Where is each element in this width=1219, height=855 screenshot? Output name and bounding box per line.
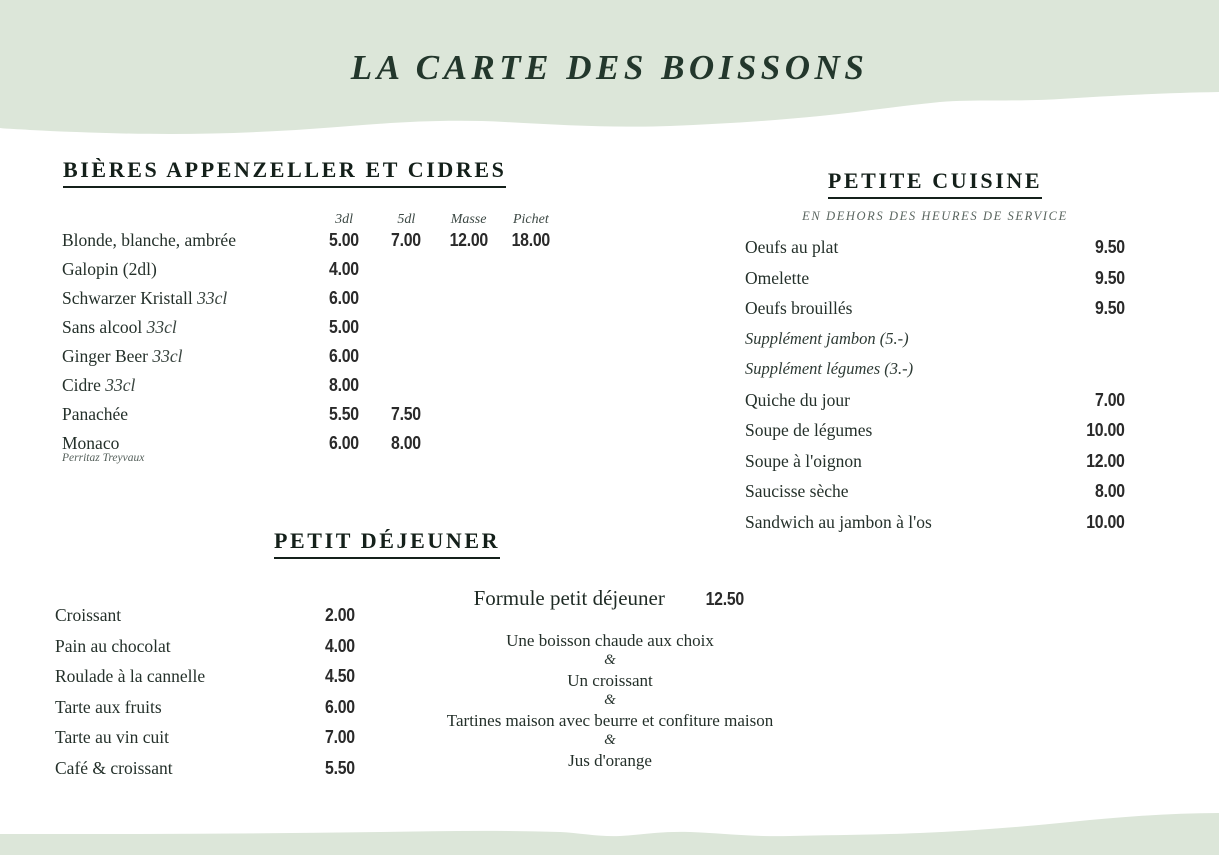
cuisine-item-price: 12.00	[1086, 450, 1125, 471]
cuisine-item-name: Sandwich au jambon à l'os	[745, 511, 932, 532]
section-heading-petite-cuisine: PETITE CUISINE	[828, 168, 1042, 199]
list-item	[745, 359, 1125, 390]
beer-name: Blonde, blanche, ambrée	[62, 230, 236, 250]
cuisine-item-list	[745, 237, 1125, 542]
formule-separator: &	[604, 652, 616, 668]
formule-price: 12.50	[705, 589, 744, 609]
beer-col-5dl: 5dl	[397, 212, 416, 227]
cuisine-item-price: 9.50	[1095, 237, 1125, 257]
formule-separator: &	[604, 732, 616, 748]
cuisine-item-name: Omelette	[745, 267, 810, 288]
beer-price-masse	[437, 259, 499, 288]
cuisine-item-price: 8.00	[1095, 481, 1125, 501]
beer-name-cell	[62, 230, 313, 259]
breakfast-item-price: 7.00	[325, 727, 355, 748]
table-row	[62, 317, 562, 346]
breakfast-item-name: Croissant	[55, 605, 122, 625]
cuisine-item-name: Oeufs au plat	[745, 237, 839, 257]
beer-price-3dl: 4.00	[329, 259, 360, 279]
breakfast-item-name: Tarte au vin cuit	[55, 727, 169, 748]
beer-price-pichet	[500, 259, 562, 288]
formule-separator: &	[604, 692, 616, 708]
beer-price-masse	[437, 288, 499, 317]
beer-price-5dl	[375, 317, 437, 346]
beer-price-3dl: 6.00	[329, 288, 360, 308]
table-row	[62, 346, 562, 375]
list-item	[745, 390, 1125, 421]
cuisine-item-name: Quiche du jour	[745, 389, 850, 410]
list-item	[745, 420, 1125, 451]
breakfast-item-price: 2.00	[325, 605, 355, 625]
beer-volume: 33cl	[105, 375, 136, 395]
formule-line: Tartines maison avec beurre et confiture maison	[446, 711, 774, 730]
breakfast-heading-wrap	[274, 528, 500, 559]
beer-price-masse: 12.00	[449, 230, 488, 250]
beer-price-5dl: 7.50	[391, 404, 422, 424]
beer-col-pichet: Pichet	[512, 212, 549, 227]
beer-price-pichet	[500, 404, 562, 433]
breakfast-item-name: Roulade à la cannelle	[55, 666, 206, 687]
beer-price-5dl	[375, 259, 437, 288]
breakfast-item-price: 6.00	[325, 696, 355, 717]
cuisine-item-price: 7.00	[1095, 389, 1125, 410]
beer-price-masse	[437, 433, 499, 465]
beer-name: Galopin (2dl)	[62, 259, 157, 279]
beer-price-3dl: 5.00	[329, 230, 360, 250]
cuisine-item-name: Soupe à l'oignon	[745, 450, 862, 471]
beer-price-3dl: 8.00	[329, 375, 360, 395]
list-item	[745, 512, 1125, 543]
beer-name-cell	[62, 346, 313, 375]
table-row	[62, 375, 562, 404]
beer-price-3dl: 6.00	[329, 433, 360, 453]
page-title: LA CARTE DES BOISSONS	[350, 48, 869, 87]
beer-table-header-row	[62, 212, 562, 230]
beer-volume: 33cl	[152, 346, 183, 366]
cuisine-item-price: 9.50	[1095, 298, 1125, 318]
beer-name: Schwarzer Kristall	[62, 288, 198, 308]
section-heading-petit-dejeuner: PETIT DÉJEUNER	[274, 528, 500, 559]
beer-name-cell	[62, 433, 313, 465]
beer-name: Ginger Beer	[62, 346, 153, 366]
beer-name-cell	[62, 375, 313, 404]
section-formule-petit-dejeuner	[395, 586, 825, 772]
formule-line: Une boisson chaude aux choix	[506, 631, 714, 650]
cuisine-item-name: Soupe de légumes	[745, 420, 873, 440]
table-row	[62, 404, 562, 433]
breakfast-item-name: Tarte aux fruits	[55, 696, 162, 717]
beer-name: Monaco	[62, 433, 120, 453]
formule-contents	[395, 629, 825, 772]
cuisine-subheading-wrap	[745, 207, 1125, 225]
beer-price-masse	[437, 317, 499, 346]
list-item	[745, 268, 1125, 299]
beer-price-pichet	[500, 375, 562, 404]
cuisine-item-price	[1065, 361, 1125, 379]
section-bieres	[62, 157, 622, 465]
beer-price-masse	[437, 346, 499, 375]
cuisine-heading-wrap	[745, 168, 1125, 199]
cuisine-item-price: 9.50	[1095, 267, 1125, 288]
beer-price-masse	[437, 375, 499, 404]
beer-price-pichet: 18.00	[511, 230, 551, 250]
beer-price-table	[62, 212, 562, 465]
beer-name-cell	[62, 288, 313, 317]
formule-header	[395, 586, 825, 611]
beer-price-3dl: 6.00	[329, 346, 360, 366]
table-row	[62, 433, 562, 465]
beer-price-pichet	[500, 317, 562, 346]
beer-name: Panachée	[62, 404, 129, 424]
list-item	[745, 237, 1125, 268]
list-item	[55, 666, 355, 697]
beer-col-name	[62, 212, 313, 230]
beer-col-3dl: 3dl	[335, 212, 354, 227]
beer-price-masse	[437, 404, 499, 433]
breakfast-item-name: Café & croissant	[55, 757, 173, 778]
list-item	[55, 758, 355, 789]
section-petit-dejeuner-list	[55, 605, 355, 789]
list-item	[745, 329, 1125, 360]
beer-name-cell	[62, 404, 313, 433]
list-item	[55, 636, 355, 667]
beer-price-pichet	[500, 346, 562, 375]
breakfast-item-price: 4.50	[325, 666, 355, 687]
breakfast-item-name: Pain au chocolat	[55, 635, 171, 656]
formule-line: Jus d'orange	[568, 751, 652, 770]
breakfast-item-price: 5.50	[325, 757, 355, 778]
beer-name: Sans alcool	[62, 317, 147, 337]
beer-volume: 33cl	[146, 317, 177, 337]
formule-line: Un croissant	[567, 671, 653, 690]
table-row	[62, 230, 562, 259]
section-petite-cuisine	[745, 168, 1125, 542]
beer-price-pichet	[500, 433, 562, 465]
formule-title: Formule petit déjeuner	[473, 586, 665, 610]
beer-price-5dl	[375, 346, 437, 375]
table-row	[62, 259, 562, 288]
beer-name-cell	[62, 259, 313, 288]
beer-price-3dl: 5.50	[329, 404, 360, 424]
list-item	[55, 697, 355, 728]
cuisine-subheading: EN DEHORS DES HEURES DE SERVICE	[802, 209, 1068, 223]
beer-price-5dl	[375, 375, 437, 404]
beer-price-5dl	[375, 288, 437, 317]
list-item	[55, 727, 355, 758]
cuisine-item-price	[1065, 331, 1125, 349]
cuisine-item-price: 10.00	[1086, 420, 1125, 440]
list-item	[55, 605, 355, 636]
beer-name-cell	[62, 317, 313, 346]
list-item	[745, 451, 1125, 482]
beer-col-masse: Masse	[450, 212, 487, 227]
beer-price-pichet	[500, 288, 562, 317]
cuisine-item-name: Oeufs brouillés	[745, 298, 853, 318]
cuisine-item-price: 10.00	[1086, 511, 1125, 532]
beer-price-5dl: 8.00	[391, 433, 422, 453]
cuisine-item-name: Saucisse sèche	[745, 481, 849, 501]
cuisine-supplement-name: Supplément jambon (5.-)	[745, 328, 909, 348]
beer-name: Cidre	[62, 375, 106, 395]
section-heading-bieres: BIÈRES APPENZELLER ET CIDRES	[63, 157, 506, 188]
cuisine-supplement-name: Supplément légumes (3.-)	[745, 359, 914, 378]
beer-price-5dl: 7.00	[391, 230, 422, 250]
table-row	[62, 288, 562, 317]
beer-producer-note: Perritaz Treyvaux	[62, 452, 145, 464]
list-item	[745, 298, 1125, 329]
list-item	[745, 481, 1125, 512]
beer-price-3dl: 5.00	[329, 317, 360, 337]
beer-volume: 33cl	[197, 288, 228, 308]
breakfast-item-price: 4.00	[325, 635, 355, 656]
